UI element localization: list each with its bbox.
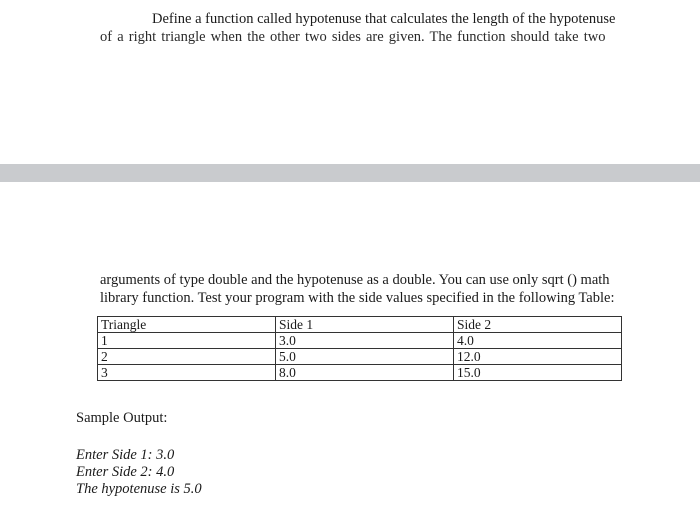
- sample-output-line: Enter Side 1: 3.0: [76, 447, 175, 463]
- sample-output-line: The hypotenuse is 5.0: [76, 481, 202, 497]
- cell-side-1: 3.0: [276, 333, 454, 349]
- cell-triangle: 3: [98, 365, 276, 381]
- table-row: [98, 365, 622, 381]
- sample-output-title: Sample Output:: [76, 410, 168, 426]
- table-row: [98, 333, 622, 349]
- problem-text-line-2: of a right triangle when the other two sides are given. The function should take two: [100, 29, 606, 45]
- cell-side-2: 15.0: [454, 365, 622, 381]
- problem-text-line-4: library function. Test your program with the side values specified in the following Table:: [100, 290, 615, 306]
- side-values-table: [97, 316, 622, 381]
- cell-side-2: 12.0: [454, 349, 622, 365]
- header-side-2: Side 2: [454, 317, 622, 333]
- problem-text-line-3: arguments of type double and the hypotenuse as a double. You can use only sqrt () math: [100, 272, 610, 288]
- header-side-1: Side 1: [276, 317, 454, 333]
- problem-text-line-1: Define a function called hypotenuse that calculates the length of the hypotenuse: [152, 11, 616, 27]
- cell-triangle: 1: [98, 333, 276, 349]
- cell-triangle: 2: [98, 349, 276, 365]
- sample-output-line: Enter Side 2: 4.0: [76, 464, 175, 480]
- gray-divider-bar: [0, 164, 700, 182]
- table-header-row: [98, 317, 622, 333]
- table-row: [98, 349, 622, 365]
- header-triangle: Triangle: [98, 317, 276, 333]
- cell-side-1: 8.0: [276, 365, 454, 381]
- cell-side-2: 4.0: [454, 333, 622, 349]
- cell-side-1: 5.0: [276, 349, 454, 365]
